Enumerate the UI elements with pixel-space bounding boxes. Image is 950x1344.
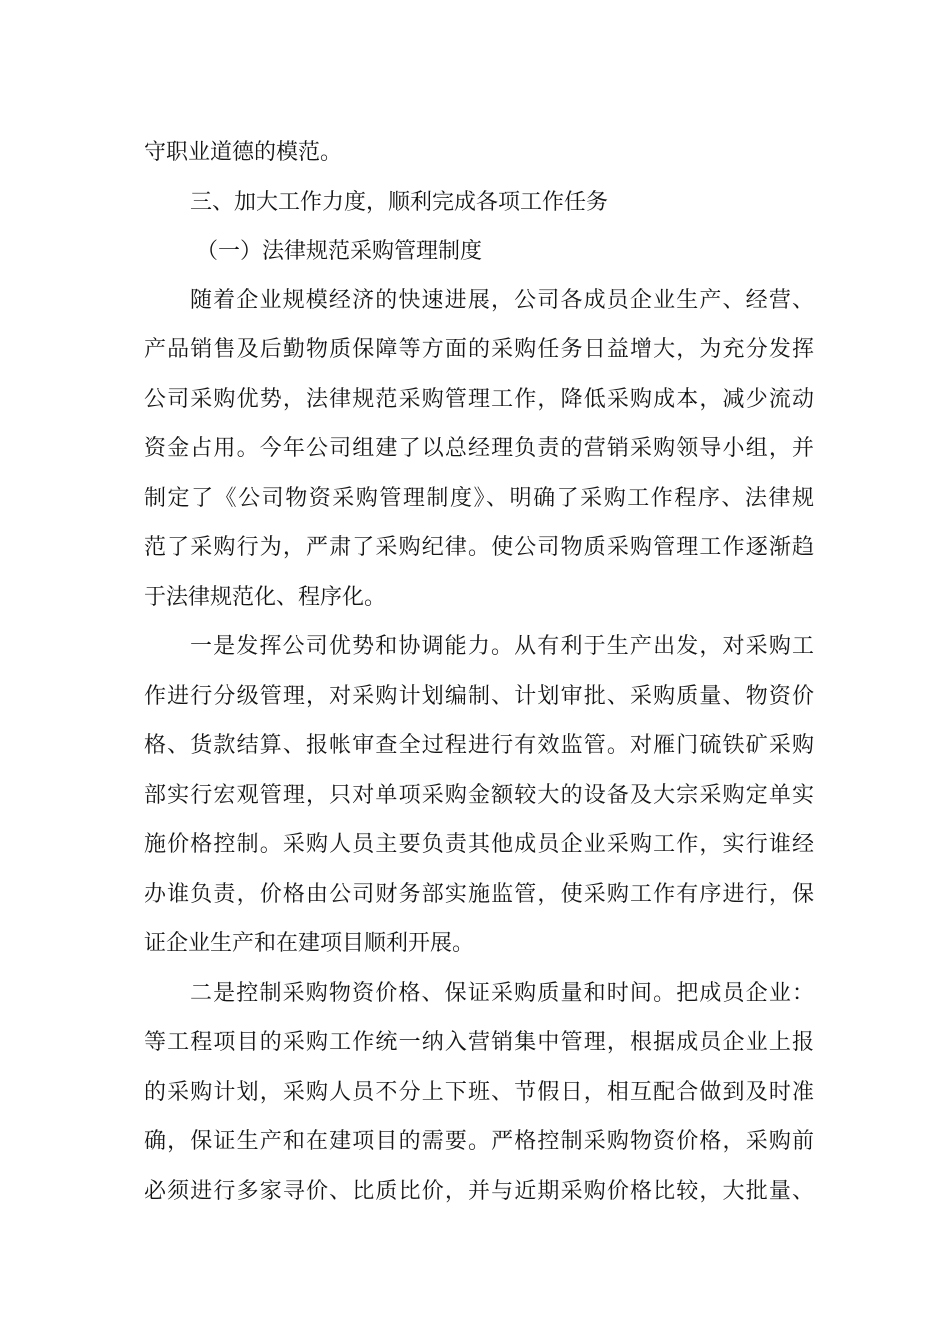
section-heading: 三、加大工作力度，顺利完成各项工作任务 xyxy=(190,190,609,215)
subsection-heading: （一）法律规范采购管理制度 xyxy=(196,239,483,264)
paragraph-1-line-2: 产品销售及后勤物质保障等方面的采购任务日益增大，为充分发挥 xyxy=(144,337,814,362)
paragraph-3-line-1: 二是控制采购物资价格、保证采购质量和时间。把成员企业： xyxy=(190,981,814,1006)
paragraph-1-line-5: 制定了《公司物资采购管理制度》、明确了采购工作程序、法律规 xyxy=(144,486,814,511)
paragraph-2-line-6: 办谁负责，价格由公司财务部实施监管，使采购工作有序进行，保 xyxy=(144,882,814,907)
paragraph-3-line-2: 等工程项目的采购工作统一纳入营销集中管理，根据成员企业上报 xyxy=(144,1030,814,1055)
paragraph-1-line-6: 范了采购行为，严肃了采购纪律。使公司物质采购管理工作逐渐趋 xyxy=(144,535,814,560)
paragraph-1-line-3: 公司采购优势，法律规范采购管理工作，降低采购成本，减少流动 xyxy=(144,387,814,412)
paragraph-2-line-4: 部实行宏观管理，只对单项采购金额较大的设备及大宗采购定单实 xyxy=(144,783,814,808)
paragraph-2-line-2: 作进行分级管理，对采购计划编制、计划审批、采购质量、物资价 xyxy=(144,684,814,709)
paragraph-1-line-4: 资金占用。今年公司组建了以总经理负责的营销采购领导小组，并 xyxy=(144,436,814,461)
paragraph-1-line-7: 于法律规范化、程序化。 xyxy=(144,585,387,610)
paragraph-2-line-5: 施价格控制。采购人员主要负责其他成员企业采购工作，实行谁经 xyxy=(144,832,814,857)
paragraph-2-line-3: 格、货款结算、报帐审查全过程进行有效监管。对雁门硫铁矿采购 xyxy=(144,733,814,758)
paragraph-1-line-1: 随着企业规模经济的快速进展，公司各成员企业生产、经营、 xyxy=(190,288,814,313)
paragraph-3-line-3: 的采购计划，采购人员不分上下班、节假日，相互配合做到及时准 xyxy=(144,1080,814,1105)
text-line-1: 守职业道德的模范。 xyxy=(144,140,343,165)
paragraph-2-line-1: 一是发挥公司优势和协调能力。从有利于生产出发，对采购工 xyxy=(190,634,814,659)
paragraph-2-line-7: 证企业生产和在建项目顺利开展。 xyxy=(144,931,475,956)
paragraph-3-line-4: 确，保证生产和在建项目的需要。严格控制采购物资价格，采购前 xyxy=(144,1129,814,1154)
paragraph-3-line-5: 必须进行多家寻价、比质比价，并与近期采购价格比较，大批量、 xyxy=(144,1179,814,1204)
